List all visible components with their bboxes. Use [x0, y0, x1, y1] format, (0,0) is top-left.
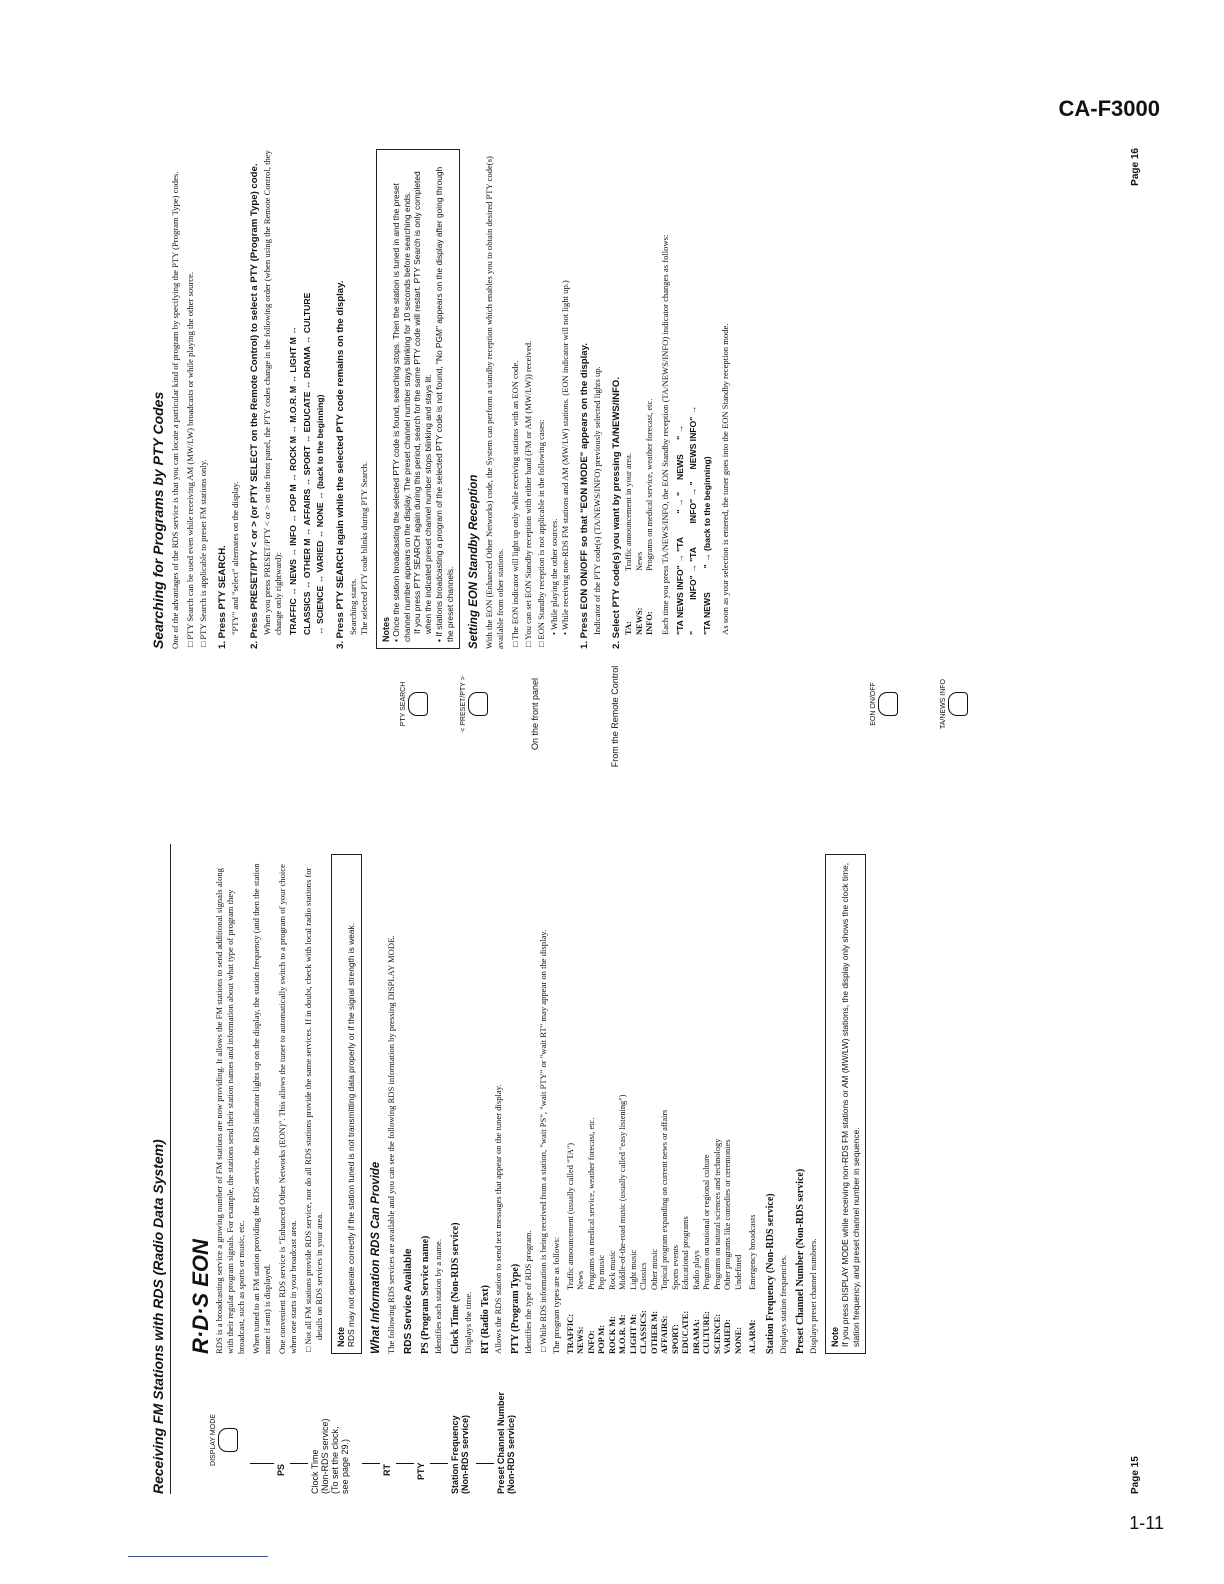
eon-step-1-heading: 1. Press EON ON/OFF so that "EON MODE" appears on the display. — [579, 343, 591, 649]
table-row — [576, 1089, 587, 1354]
rds-intro: RDS is a broadcasting service a growing number of FM stations are now providing. It allows the FM stations to send additional signals along with their regular program signals. For example, the stations send their station names and information about what type of program they broadcast, such as sports or music, etc. — [214, 868, 246, 1354]
final-text: As soon as your selection is entered, the tuner goes into the EON Standby reception mode. — [719, 323, 730, 635]
step-3-heading: 3. Press PTY SEARCH again while the selected PTY code remains on the display. — [334, 280, 346, 649]
cycle-line-1: "TA NEWS INFO" → "TA " → " NEWS " → — [674, 424, 685, 635]
preset-text: Displays preset channel numbers. — [807, 1238, 818, 1354]
pty-type-key: M.O.R. M: — [618, 1314, 628, 1354]
eon-bullet-2: □ You can set EON Standby reception with either band (FM or AM (MW/LW)) received. — [523, 149, 534, 649]
diag-freq-1: Station Frequency — [450, 1415, 460, 1494]
table-row — [734, 1089, 745, 1354]
ps-heading: PS (Program Service name) — [419, 1235, 431, 1354]
pty-sequence-3: ↔ SCIENCE ↔ VARIED ↔ NONE ↔ (back to the beginning) — [315, 394, 326, 635]
avail-heading: RDS Service Available — [402, 1248, 414, 1354]
rds-intro-bullet: □ Not all FM stations provide RDS service, nor do all RDS stations provide the same services. If in doubt, check with local radio stations for details on RDS services in your area. — [303, 854, 325, 1354]
table-row — [645, 393, 656, 635]
display-mode-label: DISPLAY MODE — [210, 1414, 217, 1466]
page-15 — [150, 844, 1150, 1494]
what-heading: What Information RDS Can Provide — [369, 1161, 382, 1354]
pty-bullet-2: □ PTY Search is applicable to preset FM stations only. — [198, 149, 209, 649]
wait-bullet: □ While RDS information is being received from a station, "wait PS", "wait PTY" or "wait RT" may appear on the display. — [538, 854, 549, 1354]
rds-intro-3: One convenient RDS service is "Enhanced Other Networks (EON)". This allows the tuner to automatically switch to a program of your choice when one starts in your broadcast area. — [277, 864, 298, 1354]
notes-text-3: • If stations broadcasting a program of the selected PTY code is not found, "No PGM" appears on the display after going through the preset channels. — [433, 166, 455, 642]
preset-pty-button-icon — [460, 649, 489, 759]
table-row — [660, 1089, 671, 1354]
rotated-manual-spread — [150, 144, 1150, 1494]
eon-step-1-text: Indicator of the PTY code(s) (TA/NEWS/INFO) previously selected lights up. — [592, 366, 603, 635]
table-row — [723, 1089, 734, 1354]
alarm-table — [748, 1209, 759, 1354]
ta-value: Traffic announcement in your area. — [624, 453, 634, 571]
table-row — [587, 1089, 598, 1354]
arrow-line — [362, 1463, 380, 1464]
scan-link-underline — [128, 1556, 268, 1557]
table-row — [650, 1089, 661, 1354]
step-1-heading: 1. Press PTY SEARCH. — [217, 545, 228, 649]
alarm-value: Emergency broadcasts — [748, 1214, 758, 1290]
pty-type-value: Sports events — [670, 1245, 680, 1290]
ta-news-info-label: TA/NEWS INFO — [940, 678, 947, 730]
pty-type-value: Pop music — [597, 1254, 607, 1290]
table-row — [629, 1089, 640, 1354]
pty-type-value: Topical program expanding on current news or affairs — [660, 1109, 670, 1290]
rds-main-text — [188, 854, 872, 1354]
rds-eon-logo: R·D·S EON — [188, 1239, 213, 1354]
cycle-line-3: "TA NEWS " → (back to the beginning) — [701, 456, 712, 635]
table-row — [681, 1089, 692, 1354]
eon-heading: Setting EON Standby Reception — [468, 474, 481, 649]
pty-main-text — [150, 149, 735, 649]
note-1-head: Note — [336, 1327, 346, 1347]
pty-type-value: Programs on medical service, weather forecast, etc. — [586, 1117, 596, 1290]
pty-type-key: VARIED: — [723, 1319, 733, 1354]
pty-type-key: CLASSICS: — [639, 1310, 649, 1354]
eon-bullet-1: □ The EON indicator will light up only while receiving stations with an EON code. — [510, 149, 521, 649]
table-row — [635, 393, 646, 635]
table-row — [597, 1089, 608, 1354]
pty-sequence-2: CLASSICS ↔ OTHER M ↔ AFFAIRS ↔ SPORT ↔ EDUCATE ↔ DRAMA ↔ CULTURE — [301, 292, 312, 635]
pty-type-key: DRAMA: — [691, 1319, 701, 1354]
pty-type-value: Undefined — [733, 1254, 743, 1290]
eon-button-icon — [870, 674, 899, 734]
step-2-text: When you press PRESET/PTY < or > on the front panel, the PTY codes change in the following order (when using the Remote Control, they change only rightward): — [262, 150, 283, 635]
pty-type-value: Middle-of-the-road music (usually called "easy listening") — [618, 1094, 628, 1290]
arrow-line — [290, 1463, 308, 1464]
what-text: The following RDS services are available and you can see the following RDS information by pressing DISPLAY MODE. — [385, 935, 396, 1354]
pty-search-title: Searching for Programs by PTY Codes — [150, 391, 166, 649]
pty-type-value: Light music — [628, 1249, 638, 1290]
eon-text: With the EON (Enhanced Other Networks) code, the System can perform a standby reception which enables you to obtain desired PTY code(s) available from other stations. — [484, 156, 506, 649]
rt-text: Allows the RDS station to send text messages that appear on the tuner display. — [492, 1084, 503, 1354]
table-row — [748, 1209, 759, 1354]
notes-head: Notes — [380, 616, 391, 642]
rds-intro-2: When tuned to an FM station providing the RDS service, the RDS indicator lights up on the display, the station frequency (and then the station name if sent) is displayed. — [251, 863, 272, 1354]
pty-type-value: Other programs like comedies or ceremonies — [723, 1139, 733, 1290]
diag-rt: RT — [382, 1464, 392, 1476]
pty-type-value: Educational programs — [681, 1216, 691, 1290]
pty-type-key: POP M: — [597, 1324, 607, 1354]
model-header: CA-F3000 — [1058, 96, 1160, 121]
pty-bullet-1: □ PTY Search can be used even while receiving AM (MW/LW) broadcasts or while playing the other source. — [185, 149, 196, 649]
pty-type-key: INFO: — [586, 1330, 596, 1354]
pty-type-key: NEWS: — [576, 1326, 586, 1354]
cycle-text: Each time you press TA/NEWS/INFO, the EON Standby reception (TA/NEWS/INFO) indicator changes as follows: — [659, 234, 670, 635]
news-value: News — [634, 551, 644, 571]
diag-ps: PS — [276, 1463, 286, 1476]
ta-key: TA: — [624, 621, 634, 635]
pty-type-value: Rock music — [607, 1250, 617, 1290]
notes-box — [376, 149, 461, 649]
diag-pty: PTY — [416, 1462, 426, 1480]
eon-bullet-3: □ EON Standby reception is not applicable in the following cases: — [536, 149, 547, 649]
pty-type-key: LIGHT M: — [628, 1313, 638, 1354]
news-key: NEWS: — [634, 607, 644, 635]
table-row — [566, 1089, 577, 1354]
page-15-label: Page 15 — [1130, 1456, 1141, 1494]
display-mode-diagram — [210, 1359, 630, 1494]
note-box-2 — [825, 854, 867, 1354]
page-16-label: Page 16 — [1130, 148, 1141, 186]
eon-sub-1: • While playing the other sources. — [549, 518, 560, 635]
pty-search-label: PTY SEARCH — [400, 681, 407, 727]
rds-title: Receiving FM Stations with RDS (Radio Data System) — [150, 844, 171, 1494]
table-row — [608, 1089, 619, 1354]
diag-preset — [496, 1359, 516, 1494]
clock-heading: Clock Time (Non-RDS service) — [449, 1222, 461, 1354]
table-row — [713, 1089, 724, 1354]
ta-news-info-button-icon — [940, 674, 969, 734]
pty-type-key: OTHER M: — [649, 1310, 659, 1354]
pty-type-key: SCIENCE: — [712, 1313, 722, 1354]
eon-step-2-heading: 2. Select PTY code(s) you want by pressing TA/NEWS/INFO. — [611, 376, 623, 649]
notes-text-2: If you press PTY SEARCH again during this period, search for the same PTY code will restart. PTY Search is only completed when the indicated preset channel number stops blinking and stays lit. — [412, 171, 434, 634]
note-box-1 — [331, 854, 362, 1354]
pty-type-key: AFFAIRS: — [660, 1315, 670, 1354]
step-3-text-2: The selected PTY code blinks during PTY Search. — [358, 461, 369, 635]
pty-type-value: Classics — [639, 1262, 649, 1290]
diag-clock-4: see page 29.) — [340, 1438, 350, 1494]
freq-text: Displays station frequencies. — [777, 1254, 788, 1354]
notes-text-1: • Once the station broadcasting the selected PTY code is found, searching stops. Then the station is tuned in and the preset channel number appears on the display. The preset channel number stays blinking for 10 seconds before searching ends. — [390, 183, 412, 642]
remote-control-label: From the Remote Control — [610, 665, 620, 768]
clock-text: Displays the time. — [462, 1291, 473, 1354]
diag-clock-2: (Non-RDS service) — [320, 1418, 330, 1494]
note-2-text: If you press DISPLAY MODE while receiving non-RDS FM stations or AM (MW/LW) stations, the display only shows the clock time, station frequency, and preset channel number in sequence. — [839, 862, 861, 1347]
page-16 — [150, 144, 1150, 814]
table-row — [639, 1089, 650, 1354]
info-key: INFO: — [645, 611, 655, 635]
pty-type-value: Programs on national or regional culture — [702, 1154, 712, 1290]
cycle-line-2: " INFO" → "TA INFO" → " NEWS INFO" → — [688, 405, 699, 635]
eon-label: EON ON/OFF — [870, 682, 877, 726]
diag-freq — [450, 1364, 470, 1494]
ta-codes-table — [624, 393, 656, 635]
pty-type-key: EDUCATE: — [681, 1310, 691, 1354]
pty-text: Identifies the type of RDS program. — [522, 1230, 533, 1354]
arrow-line — [396, 1463, 414, 1464]
types-intro: The program types are as follows: — [550, 1236, 561, 1354]
eon-sub-2: • While receiving non-RDS FM stations and AM (MW/LW) stations. (EON indicator will not light up.) — [560, 280, 571, 635]
pty-type-value: Other music — [649, 1248, 659, 1290]
table-row — [702, 1089, 713, 1354]
pty-search-button-icon — [400, 674, 429, 734]
pty-type-value: Radio plays — [691, 1250, 701, 1290]
note-2-head: Note — [829, 1327, 840, 1347]
page-number: 1-11 — [1129, 1513, 1164, 1533]
pty-heading: PTY (Program Type) — [509, 1263, 521, 1354]
preset-pty-label: < PRESET/PTY > — [460, 676, 467, 732]
note-1-text: RDS may not operate correctly if the station tuned is not transmitting data properly or if the signal strength is weak. — [346, 922, 356, 1347]
arrow-line — [430, 1463, 448, 1464]
diag-preset-1: Preset Channel Number — [496, 1391, 506, 1494]
arrow-line — [250, 1463, 274, 1464]
table-row — [624, 393, 635, 635]
pty-type-value: Traffic announcement (usually called "TA") — [565, 1142, 575, 1290]
table-row — [692, 1089, 703, 1354]
diag-freq-2: (Non-RDS service) — [460, 1414, 470, 1494]
pty-type-key: NONE: — [733, 1327, 743, 1354]
pty-type-key: SPORT: — [670, 1324, 680, 1354]
freq-heading: Station Frequency (Non-RDS service) — [764, 1193, 776, 1354]
table-row — [671, 1089, 682, 1354]
pty-type-key: CULTURE: — [702, 1311, 712, 1354]
pty-type-value: News — [576, 1270, 586, 1290]
pty-type-table — [566, 1089, 745, 1354]
diag-clock-3: (To set the clock, — [330, 1426, 340, 1494]
diag-clock-1: Clock Time — [310, 1449, 320, 1494]
ps-text: Identifies each station by a name. — [432, 1238, 443, 1354]
step-2-heading: 2. Press PRESET/PTY < or > (or PTY SELECT on the Remote Control) to select a PTY (Program Type) code. — [249, 163, 260, 649]
alarm-key: ALARM: — [748, 1319, 758, 1354]
step-3-text: Searching starts. — [347, 578, 358, 635]
front-panel-label: On the front panel — [530, 677, 540, 751]
rt-heading: RT (Radio Text) — [479, 1285, 491, 1354]
pty-sequence-1: TRAFFIC ↔ NEWS ↔ INFO ↔ POP M ↔ ROCK M ↔ M.O.R. M ↔ LIGHT M ↔ — [288, 326, 298, 635]
pty-intro: One of the advantages of the RDS service is that you can locate a particular kind of program by specifying the PTY (Program Type) codes. — [170, 171, 180, 649]
pty-type-key: ROCK M: — [607, 1316, 617, 1354]
diag-clock — [310, 1364, 350, 1494]
pty-type-value: Programs on natural sciences and technology — [712, 1138, 722, 1290]
info-value: Programs on medical service, weather forecast, etc. — [645, 398, 655, 571]
display-mode-button-icon — [210, 1410, 239, 1470]
diag-preset-2: (Non-RDS service) — [506, 1414, 516, 1494]
step-1-text: "PTY" and "select" alternates on the display. — [230, 481, 240, 635]
table-row — [618, 1089, 629, 1354]
pty-type-key: TRAFFIC: — [565, 1313, 575, 1354]
preset-heading: Preset Channel Number (Non-RDS service) — [794, 1168, 806, 1354]
arrow-line — [476, 1463, 494, 1464]
